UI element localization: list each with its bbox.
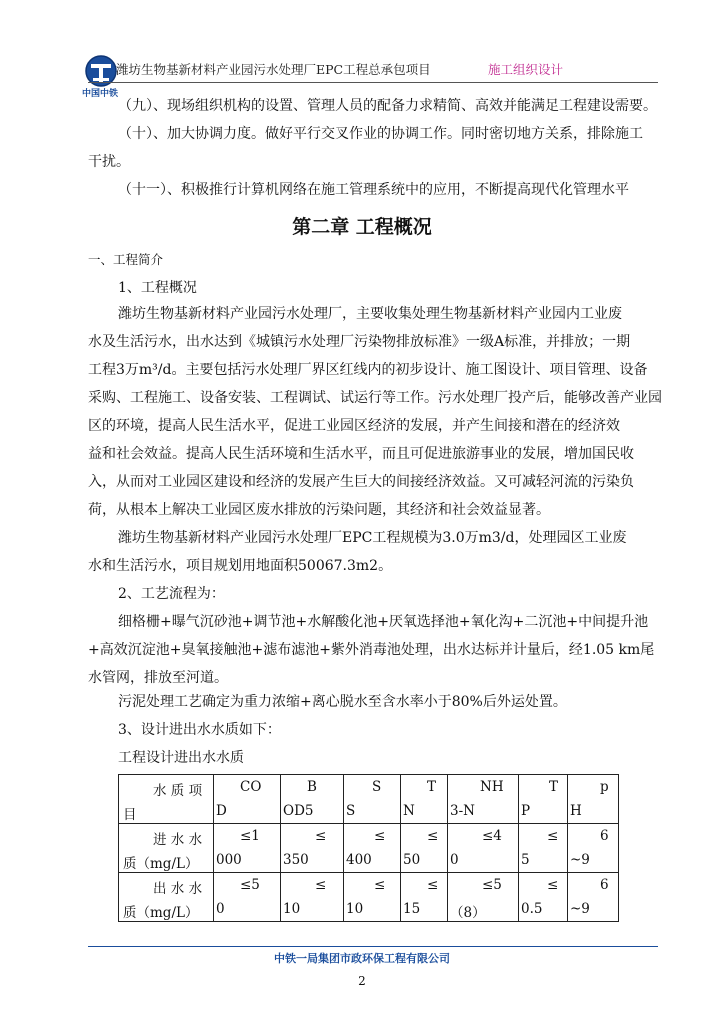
table-row-outflow bbox=[119, 873, 619, 922]
process-line: 水管网，排放至河道。 bbox=[88, 670, 228, 686]
table-cell: ≤ 10 bbox=[281, 873, 344, 922]
table-cell: B OD5 bbox=[281, 775, 344, 824]
table-cell: p H bbox=[568, 775, 619, 824]
intro-item-9: （九）、现场组织机构的设置、管理人员的配备力求精简、高效并能满足工程建设需要。 bbox=[118, 98, 657, 114]
footer-company: 中铁一局集团市政环保工程有限公司 bbox=[274, 952, 450, 965]
table-cell: T P bbox=[519, 775, 568, 824]
table-cell: ≤5 （8） bbox=[448, 873, 519, 922]
table-cell: NH 3-N bbox=[448, 775, 519, 824]
table-cell: ≤ 5 bbox=[519, 824, 568, 873]
logo-text: 中国中铁 bbox=[82, 89, 119, 99]
table-cell: ≤ 0.5 bbox=[519, 873, 568, 922]
chapter-title: 第二章 工程概况 bbox=[292, 216, 432, 238]
table-cell: ≤5 0 bbox=[214, 873, 281, 922]
process-line: +高效沉淀池+臭氧接触池+滤布滤池+紫外消毒池处理，出水达标并计量后，经1.05 km尾 bbox=[88, 642, 655, 658]
header-section-title: 施工组织设计 bbox=[488, 62, 564, 77]
scale-line: 水和生活污水，项目规划用地面积50067.3m2。 bbox=[88, 558, 393, 574]
table-cell: ≤ 15 bbox=[401, 873, 448, 922]
overview-line: 区的环境，提高人民生活水平，促进工业园区经济的发展，并产生间接和潜在的经济效 bbox=[88, 418, 620, 434]
table-cell: T N bbox=[401, 775, 448, 824]
overview-line: 入，从而对工业园区建设和经济的发展产生巨大的间接经济效益。又可减轻河流的污染负 bbox=[88, 474, 634, 490]
table-cell: ≤ 400 bbox=[344, 824, 401, 873]
table-cell: ≤4 0 bbox=[448, 824, 519, 873]
overview-line: 工程3万m³/d。主要包括污水处理厂界区红线内的初步设计、施工图设计、项目管理、设备 bbox=[88, 362, 648, 378]
table-cell: 6 ~9 bbox=[568, 873, 619, 922]
table-caption: 工程设计进出水水质 bbox=[118, 750, 244, 766]
subheading-water-quality: 3、设计进出水水质如下： bbox=[118, 722, 281, 738]
subheading-process: 2、工艺流程为： bbox=[118, 586, 225, 602]
sludge-line: 污泥处理工艺确定为重力浓缩+离心脱水至含水率小于80%后外运处置。 bbox=[118, 694, 567, 710]
intro-item-10: （十）、加大协调力度。做好平行交叉作业的协调工作。同时密切地方关系，排除施工 bbox=[118, 126, 643, 142]
table-cell: S S bbox=[344, 775, 401, 824]
intro-item-11: （十一）、积极推行计算机网络在施工管理系统中的应用，不断提高现代化管理水平 bbox=[118, 182, 629, 198]
table-header-row bbox=[119, 775, 619, 824]
table-row-inflow bbox=[119, 824, 619, 873]
subheading-overview: 1、工程概况 bbox=[118, 280, 197, 296]
overview-line: 潍坊生物基新材料产业园污水处理厂，主要收集处理生物基新材料产业园内工业废 bbox=[118, 306, 622, 322]
process-line: 细格栅+曝气沉砂池+调节池+水解酸化池+厌氧选择池+氧化沟+二沉池+中间提升池 bbox=[118, 614, 649, 630]
table-cell: CO D bbox=[214, 775, 281, 824]
overview-line: 采购、工程施工、设备安装、工程调试、试运行等工作。污水处理厂投产后，能够改善产业园 bbox=[88, 390, 662, 406]
table-cell: ≤ 350 bbox=[281, 824, 344, 873]
table-cell: ≤1 000 bbox=[214, 824, 281, 873]
table-cell: 水 质 项 目 bbox=[119, 775, 214, 824]
table-cell: 出 水 水 质（mg/L） bbox=[119, 873, 214, 922]
scale-line: 潍坊生物基新材料产业园污水处理厂EPC工程规模为3.0万m3/d，处理园区工业废 bbox=[118, 530, 627, 546]
header-rule bbox=[88, 82, 658, 83]
header-project-title: 潍坊生物基新材料产业园污水处理厂EPC工程总承包项目 bbox=[116, 62, 431, 77]
page-number: 2 bbox=[358, 974, 366, 988]
overview-line: 益和社会效益。提高人民生活环境和生活水平，而且可促进旅游事业的发展，增加国民收 bbox=[88, 446, 634, 462]
table-cell: ≤ 50 bbox=[401, 824, 448, 873]
water-quality-table bbox=[118, 774, 619, 922]
table-cell: ≤ 10 bbox=[344, 873, 401, 922]
table-cell: 6 ~9 bbox=[568, 824, 619, 873]
overview-line: 荷，从根本上解决工业园区废水排放的污染问题，其经济和社会效益显著。 bbox=[88, 502, 550, 518]
section-heading: 一、工程简介 bbox=[88, 252, 164, 267]
overview-line: 水及生活污水，出水达到《城镇污水处理厂污染物排放标准》一级A标准，并排放；一期 bbox=[88, 334, 631, 350]
intro-item-10-cont: 干扰。 bbox=[88, 154, 130, 170]
table-cell: 进 水 水 质（mg/L） bbox=[119, 824, 214, 873]
footer-rule bbox=[88, 946, 658, 947]
